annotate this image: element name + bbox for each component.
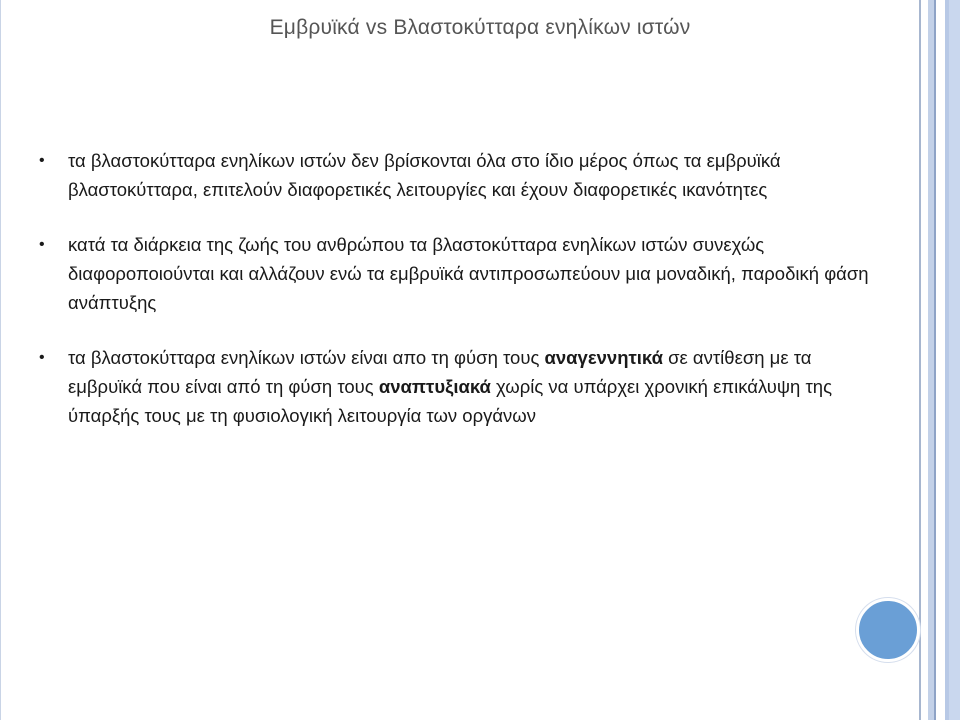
- bullet-text-part: τα βλαστοκύτταρα ενηλίκων ιστών είναι απο τη φύση τους: [68, 347, 545, 368]
- slide-title: Εμβρυϊκά vs Βλαστοκύτταρα ενηλίκων ιστών: [269, 16, 691, 39]
- bullet-dot: •: [39, 236, 45, 253]
- stripe: [936, 0, 945, 720]
- bullet-item: [38, 146, 878, 204]
- frame-left-line: [0, 0, 1, 720]
- stripe: [949, 0, 960, 720]
- bullet-emphasis: αναγεννητικά: [544, 347, 663, 368]
- bullet-text-part: σε αντίθεση με τα εμβρυϊκά που είναι από τη φύση τους: [68, 347, 812, 397]
- bullet-emphasis: αναπτυξιακά: [378, 376, 491, 397]
- bullet-text: τα βλαστοκύτταρα ενηλίκων ιστών δεν βρίσκονται όλα στο ίδιο μέρος όπως τα εμβρυϊκά βλαστοκύτταρα, επιτελούν διαφορετικές λειτουργίες και έχουν διαφορετικές ικανότητες: [68, 150, 781, 200]
- bullet-item: [38, 343, 878, 430]
- bullet-dot: •: [39, 349, 45, 366]
- bullet-text: κατά τα διάρκεια της ζωής του ανθρώπου τα βλαστοκύτταρα ενηλίκων ιστών συνεχώς διαφοροποιούνται και αλλάζουν ενώ τα εμβρυϊκά αντιπροσωπεύουν μια μοναδική, παροδική φάση ανάπτυξης: [68, 234, 869, 313]
- stripe: [921, 0, 928, 720]
- decorative-stripes: [921, 0, 960, 720]
- bullet-text-part: χωρίς να υπάρχει χρονική επικάλυψη της ύπαρξής τους με τη φυσιολογική λειτουργία των οργάνων: [68, 376, 832, 426]
- bullet-item: [38, 230, 878, 317]
- bullet-dot: •: [39, 152, 45, 169]
- decorative-circle: [856, 598, 920, 662]
- bullet-list: [38, 146, 878, 456]
